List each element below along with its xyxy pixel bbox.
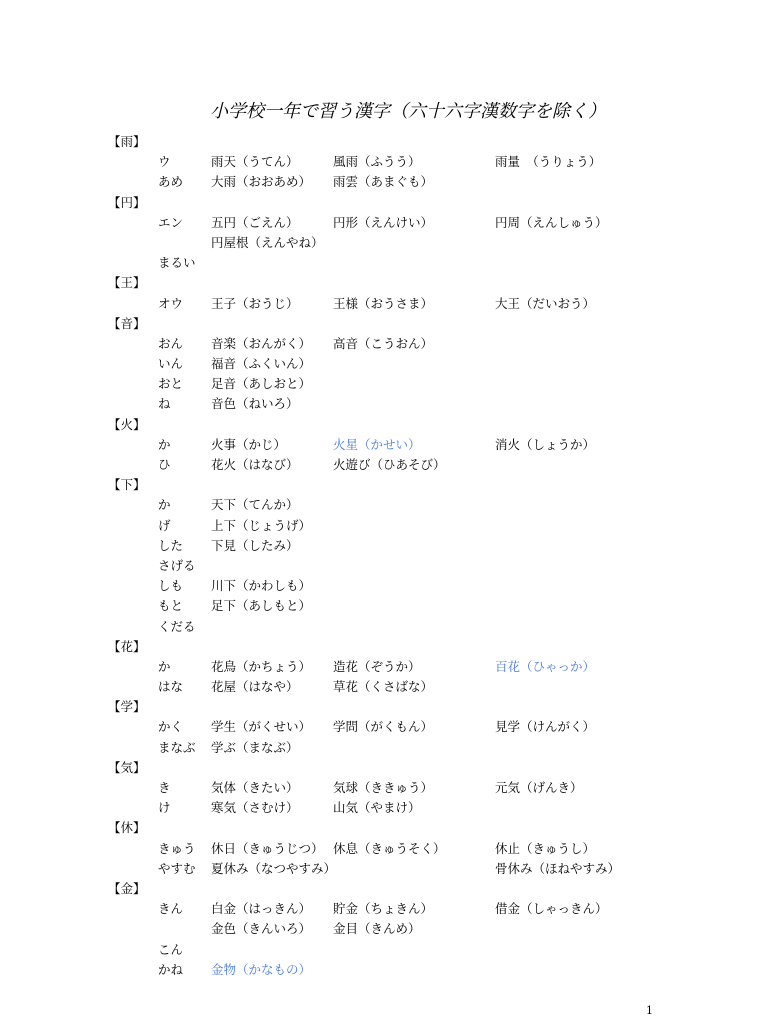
- example-word: 寒気（さむけ）: [211, 800, 299, 816]
- example-word: 花屋（はなや）: [211, 679, 299, 695]
- reading-label: か: [158, 658, 171, 674]
- reading-row: [108, 536, 668, 556]
- reading-row: [108, 394, 668, 414]
- reading-row: [108, 960, 668, 980]
- reading-label: おん: [158, 335, 184, 351]
- example-word: 雨雲（あまぐも）: [333, 174, 434, 190]
- example-word: 天下（てんか）: [211, 497, 299, 513]
- kanji-heading-row: [108, 475, 668, 495]
- reading-label: あめ: [158, 174, 184, 190]
- example-word: 火遊び（ひあそび）: [333, 457, 446, 472]
- kanji-heading: 【花】: [108, 638, 146, 654]
- example-word: 上下（じょうげ）: [211, 517, 312, 533]
- example-word: 骨休み（ほねやすみ）: [495, 860, 621, 876]
- example-word: 学生（がくせい）: [211, 719, 312, 735]
- example-word: 高音（こうおん）: [333, 335, 434, 351]
- example-word: 消火（しょうか）: [495, 436, 596, 452]
- example-word: 足下（あしもと）: [211, 598, 312, 614]
- reading-row: [108, 617, 668, 637]
- example-word: 福音（ふくいん）: [211, 356, 312, 372]
- reading-row: [108, 354, 668, 374]
- kanji-heading-row: [108, 818, 668, 838]
- reading-row: [108, 334, 668, 354]
- reading-row: [108, 556, 668, 576]
- reading-label: さげる: [158, 557, 196, 573]
- reading-row: [108, 152, 668, 172]
- kanji-heading: 【気】: [108, 759, 146, 775]
- reading-row: [108, 859, 668, 879]
- example-word: 五円（ごえん）: [211, 214, 299, 230]
- reading-row: [108, 576, 668, 596]
- kanji-heading-row: [108, 415, 668, 435]
- reading-label: こん: [158, 941, 184, 957]
- kanji-heading-row: [108, 314, 668, 334]
- example-word: 下見（したみ）: [211, 537, 299, 553]
- example-word: 見学（けんがく）: [495, 719, 596, 735]
- example-word: 大王（だいおう）: [495, 295, 596, 311]
- reading-label: き: [158, 780, 171, 795]
- reading-label: やすむ: [158, 860, 196, 876]
- reading-row: [108, 717, 668, 737]
- kanji-heading-row: [108, 132, 668, 152]
- reading-label: ね: [158, 396, 171, 412]
- example-word: 学問（がくもん）: [333, 719, 434, 735]
- reading-label: まなぶ: [158, 739, 196, 755]
- reading-label: した: [158, 537, 184, 553]
- kanji-heading: 【音】: [108, 315, 146, 331]
- kanji-heading-row: [108, 273, 668, 293]
- reading-row: [108, 253, 668, 273]
- example-word[interactable]: 金物（かなもの）: [211, 961, 312, 977]
- example-word: 元気（げんき）: [495, 780, 583, 795]
- reading-label: きゅう: [158, 840, 196, 856]
- reading-label: か: [158, 497, 171, 513]
- example-word: 白金（はっきん）: [211, 901, 312, 917]
- reading-row: [108, 516, 668, 536]
- kanji-heading: 【火】: [108, 416, 146, 432]
- reading-label: くだる: [158, 618, 196, 634]
- example-word: 休息（きゅうそく）: [333, 840, 446, 856]
- page-number: 1: [646, 1004, 653, 1017]
- reading-row: [108, 213, 668, 233]
- kanji-heading-row: [108, 193, 668, 213]
- reading-row: [108, 940, 668, 960]
- reading-label: オウ: [158, 295, 184, 311]
- reading-label: まるい: [158, 255, 196, 271]
- kanji-heading: 【王】: [108, 275, 146, 291]
- example-word: 山気（やまけ）: [333, 800, 421, 816]
- reading-label: かく: [158, 719, 184, 735]
- reading-label: かね: [158, 961, 184, 977]
- example-word: 音色（ねいろ）: [211, 396, 299, 412]
- reading-row: [108, 798, 668, 818]
- example-word: 学ぶ（まなぶ）: [211, 739, 299, 755]
- reading-label: いん: [158, 356, 184, 372]
- example-word: 夏休み（なつやすみ）: [211, 860, 337, 876]
- example-word: 音楽（おんがく）: [211, 335, 312, 351]
- example-word: 火事（かじ）: [211, 436, 287, 452]
- reading-row: [108, 233, 668, 253]
- kanji-heading: 【学】: [108, 699, 146, 715]
- example-word[interactable]: 火星（かせい）: [333, 436, 421, 452]
- reading-label: きん: [158, 901, 184, 917]
- reading-label: ひ: [158, 457, 171, 472]
- example-word: 王様（おうさま）: [333, 295, 434, 311]
- example-word[interactable]: 百花（ひゃっか）: [495, 658, 596, 674]
- example-word: 花火（はなび）: [211, 457, 299, 472]
- reading-label: しも: [158, 578, 184, 594]
- reading-row: [108, 778, 668, 798]
- reading-label: げ: [158, 517, 171, 533]
- reading-label: はな: [158, 679, 184, 695]
- example-word: 貯金（ちょきん）: [333, 901, 434, 917]
- example-word: 大雨（おおあめ）: [211, 174, 312, 190]
- example-word: 円形（えんけい）: [333, 214, 434, 230]
- kanji-heading: 【下】: [108, 477, 146, 493]
- example-word: 王子（おうじ）: [211, 295, 299, 311]
- kanji-heading-row: [108, 637, 668, 657]
- kanji-heading-row: [108, 697, 668, 717]
- example-word: 休止（きゅうし）: [495, 840, 596, 856]
- example-word: 川下（かわしも）: [211, 578, 312, 594]
- kanji-heading: 【雨】: [108, 134, 146, 149]
- example-word: 円屋根（えんやね）: [211, 234, 324, 250]
- example-word: 造花（ぞうか）: [333, 658, 421, 674]
- example-word: 気球（ききゅう）: [333, 780, 434, 795]
- kanji-heading-row: [108, 758, 668, 778]
- reading-label: か: [158, 436, 171, 452]
- reading-row: [108, 455, 668, 475]
- example-word: 雨量 （うりょう）: [495, 154, 602, 170]
- example-word: 雨天（うてん）: [211, 154, 299, 170]
- example-word: 金色（きんいろ）: [211, 921, 312, 937]
- reading-label: け: [158, 800, 171, 816]
- document-title: 小学校一年で習う漢字（六十六字漢数字を除く）: [210, 101, 606, 122]
- example-word: 風雨（ふうう）: [333, 154, 421, 170]
- reading-row: [108, 899, 668, 919]
- example-word: 金目（きんめ）: [333, 921, 421, 937]
- kanji-heading-row: [108, 879, 668, 899]
- example-word: 休日（きゅうじつ）: [211, 840, 324, 856]
- kanji-heading: 【円】: [108, 194, 146, 210]
- reading-label: もと: [158, 598, 184, 614]
- reading-row: [108, 677, 668, 697]
- example-word: 借金（しゃっきん）: [495, 901, 608, 917]
- reading-row: [108, 374, 668, 394]
- reading-label: ウ: [158, 154, 171, 170]
- reading-row: [108, 657, 668, 677]
- kanji-heading: 【休】: [108, 820, 146, 836]
- reading-row: [108, 172, 668, 192]
- example-word: 花鳥（かちょう）: [211, 658, 312, 674]
- reading-row: [108, 839, 668, 859]
- reading-row: [108, 596, 668, 616]
- reading-label: エン: [158, 214, 184, 230]
- kanji-heading: 【金】: [108, 880, 146, 896]
- reading-row: [108, 294, 668, 314]
- reading-row: [108, 495, 668, 515]
- example-word: 気体（きたい）: [211, 780, 299, 795]
- example-word: 足音（あしおと）: [211, 376, 312, 392]
- example-word: 円周（えんしゅう）: [495, 214, 608, 230]
- reading-row: [108, 919, 668, 939]
- reading-row: [108, 738, 668, 758]
- reading-label: おと: [158, 376, 184, 392]
- example-word: 草花（くさばな）: [333, 679, 434, 695]
- kanji-list: [108, 132, 668, 980]
- reading-row: [108, 435, 668, 455]
